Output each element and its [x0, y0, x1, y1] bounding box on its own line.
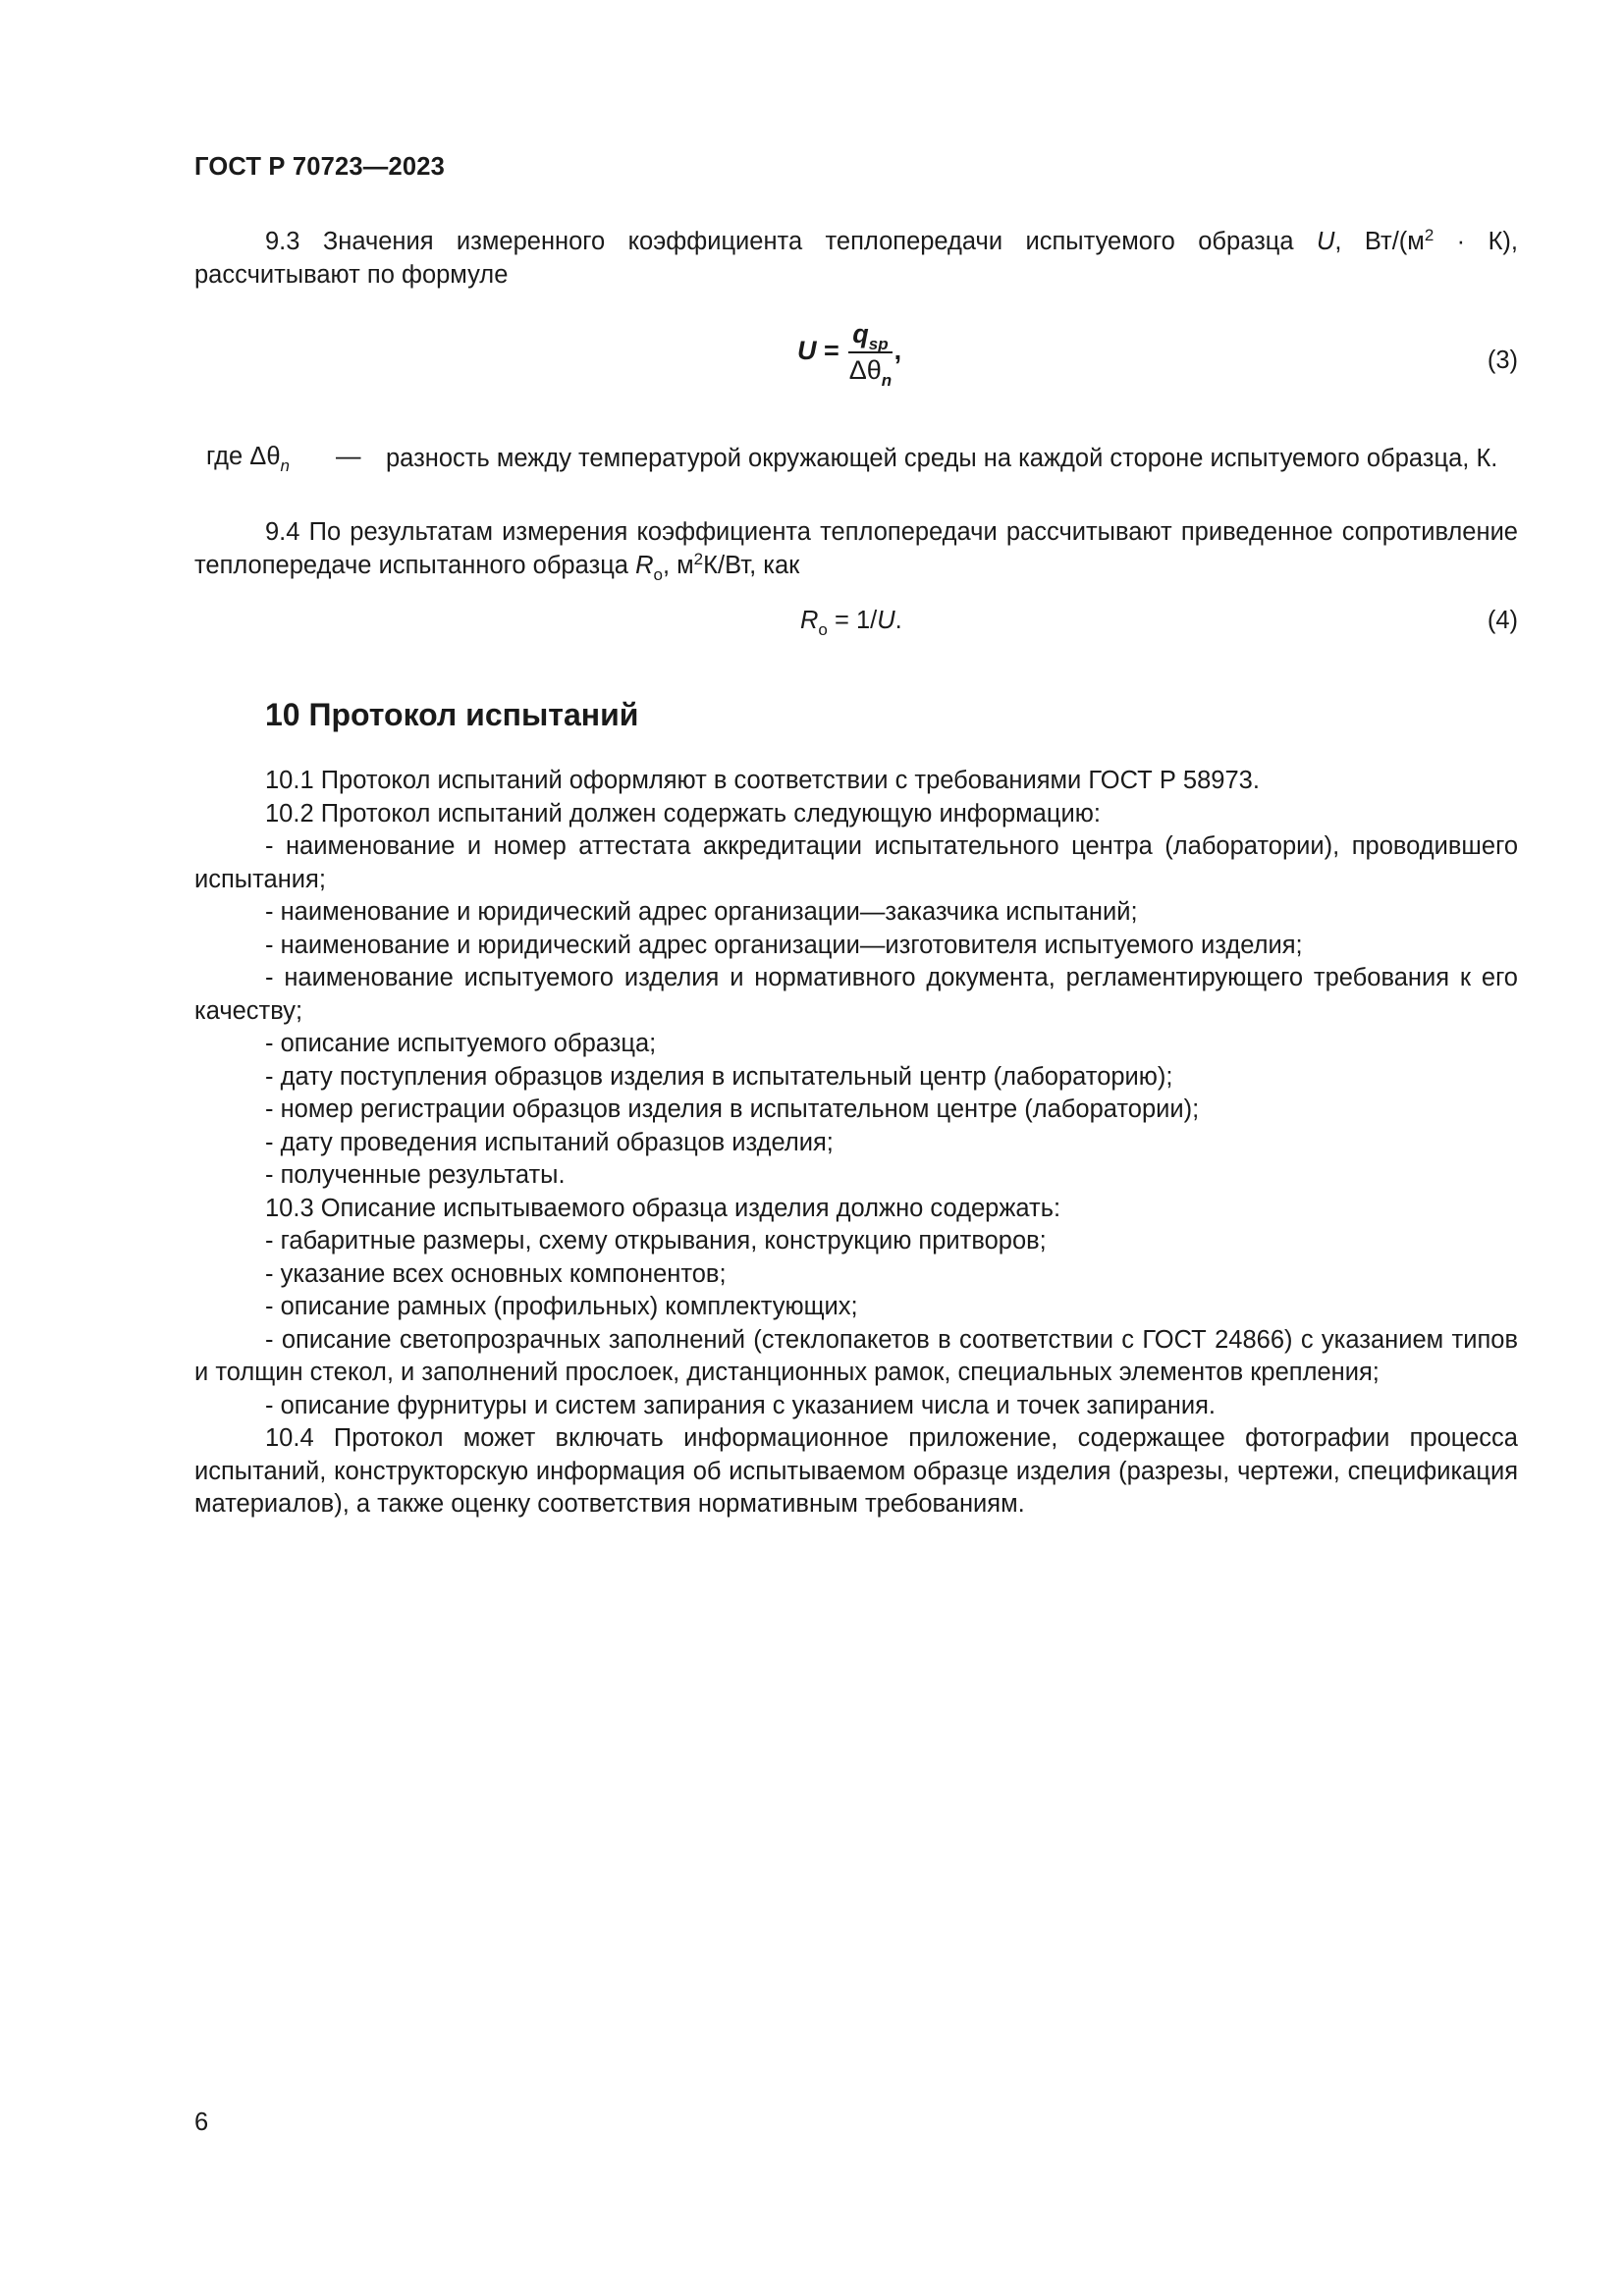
s10-line: - описание рамных (профильных) комплектующих; — [265, 1293, 858, 1320]
eq3-comma: , — [893, 336, 902, 366]
s10-line: - описание фурнитуры и систем запирания с указанием числа и точек запирания. — [265, 1391, 1216, 1419]
section-10-body — [194, 765, 1518, 1522]
eq4-U: U — [877, 607, 895, 634]
where-label-sub: n — [280, 456, 290, 475]
s10-line: 10.4 Протокол может включать информационное приложение, содержащее фотографии процесса испытаний, конструкторскую информация об испытываемом образце изделия (разрезы, чертежи, спецификация материалов), а также оценку соответствия нормативным требованиям. — [194, 1424, 1518, 1518]
eq3-num-sub: sp — [868, 335, 889, 353]
s10-line: - описание светопрозрачных заполнений (стеклопакетов в соответствии с ГОСТ 24866) с указанием типов и толщин стекол, и заполнений прослоек, дистанционных рамок, специальных элементов крепления; — [194, 1325, 1518, 1386]
p93-text-c: · К), рассчитывают по формуле — [194, 228, 1518, 289]
where-dash: — — [336, 443, 361, 470]
s10-line: - номер регистрации образцов изделия в испытательном центре (лаборатории); — [265, 1095, 1200, 1123]
p93-symbol-U: U — [1316, 228, 1335, 255]
eq3-denominator — [848, 353, 893, 390]
s10-line: 10.3 Описание испытываемого образца изделия должно содержать: — [265, 1194, 1061, 1222]
equation-3 — [797, 319, 902, 390]
s10-line: - описание испытуемого образца; — [265, 1030, 657, 1057]
eq3-equals: = — [816, 336, 847, 366]
p94-symbol-R: R — [635, 551, 654, 579]
p93-text-b: , Вт/(м — [1334, 228, 1425, 255]
section-10-heading: 10 Протокол испытаний — [265, 697, 639, 732]
document-header: ГОСТ Р 70723—2023 — [194, 153, 446, 181]
where-definition: разность между температурой окружающей среды на каждой стороне испытуемого образца, К. — [386, 445, 1498, 472]
page-number: 6 — [194, 2109, 209, 2136]
s10-line: - наименование и номер аттестата аккредитации испытательного центра (лаборатории), проводившего испытания; — [194, 832, 1518, 893]
eq3-fraction — [848, 319, 893, 390]
s10-line: - полученные результаты. — [265, 1161, 566, 1189]
paragraph-9-4 — [194, 516, 1518, 582]
p94-superscript: 2 — [693, 549, 704, 568]
s10-line: - наименование испытуемого изделия и нормативного документа, регламентирующего требования к его качеству; — [194, 964, 1518, 1025]
eq3-den-delta: Δθ — [848, 355, 882, 385]
s10-line: - указание всех основных компонентов; — [265, 1259, 727, 1288]
eq3-num-q: q — [852, 319, 869, 348]
equation-4 — [800, 607, 902, 639]
eq4-middle: = 1/ — [827, 607, 878, 634]
eq3-numerator — [848, 319, 892, 353]
p94-text-b: , м — [662, 551, 694, 579]
s10-line: - наименование и юридический адрес организации—изготовителя испытуемого изделия; — [265, 931, 1303, 959]
s10-line: 10.1 Протокол испытаний оформляют в соответствии с требованиями ГОСТ Р 58973. — [265, 767, 1260, 794]
eq3-den-sub: n — [881, 371, 893, 390]
p94-subscript: о — [653, 564, 663, 584]
where-label-text: где Δθ — [206, 443, 281, 470]
eq4-end: . — [894, 607, 902, 634]
eq4-R: R — [800, 607, 819, 634]
eq4-subscript: о — [818, 620, 828, 639]
s10-line: - дату поступления образцов изделия в испытательный центр (лабораторию); — [265, 1062, 1173, 1091]
s10-line: - наименование и юридический адрес организации—заказчика испытаний; — [265, 898, 1138, 926]
p94-text-a: 9.4 По результатам измерения коэффициента теплопередачи рассчитывают приведенное сопротивление теплопередаче испытанного образца — [194, 518, 1518, 579]
s10-line: 10.2 Протокол испытаний должен содержать следующую информацию: — [265, 799, 1101, 828]
s10-line: - дату проведения испытаний образцов изделия; — [265, 1128, 834, 1156]
where-label — [206, 443, 290, 475]
p94-text-c: К/Вт, как — [703, 551, 800, 579]
p93-text-a: 9.3 Значения измеренного коэффициента теплопередачи испытуемого образца — [265, 228, 1317, 255]
paragraph-9-3 — [194, 226, 1518, 292]
equation-4-number: (4) — [1487, 607, 1518, 634]
eq3-lhs: U — [797, 336, 817, 366]
s10-line: - габаритные размеры, схему открывания, конструкцию притворов; — [265, 1227, 1047, 1255]
p93-superscript: 2 — [1424, 226, 1435, 244]
equation-3-number: (3) — [1487, 347, 1518, 374]
